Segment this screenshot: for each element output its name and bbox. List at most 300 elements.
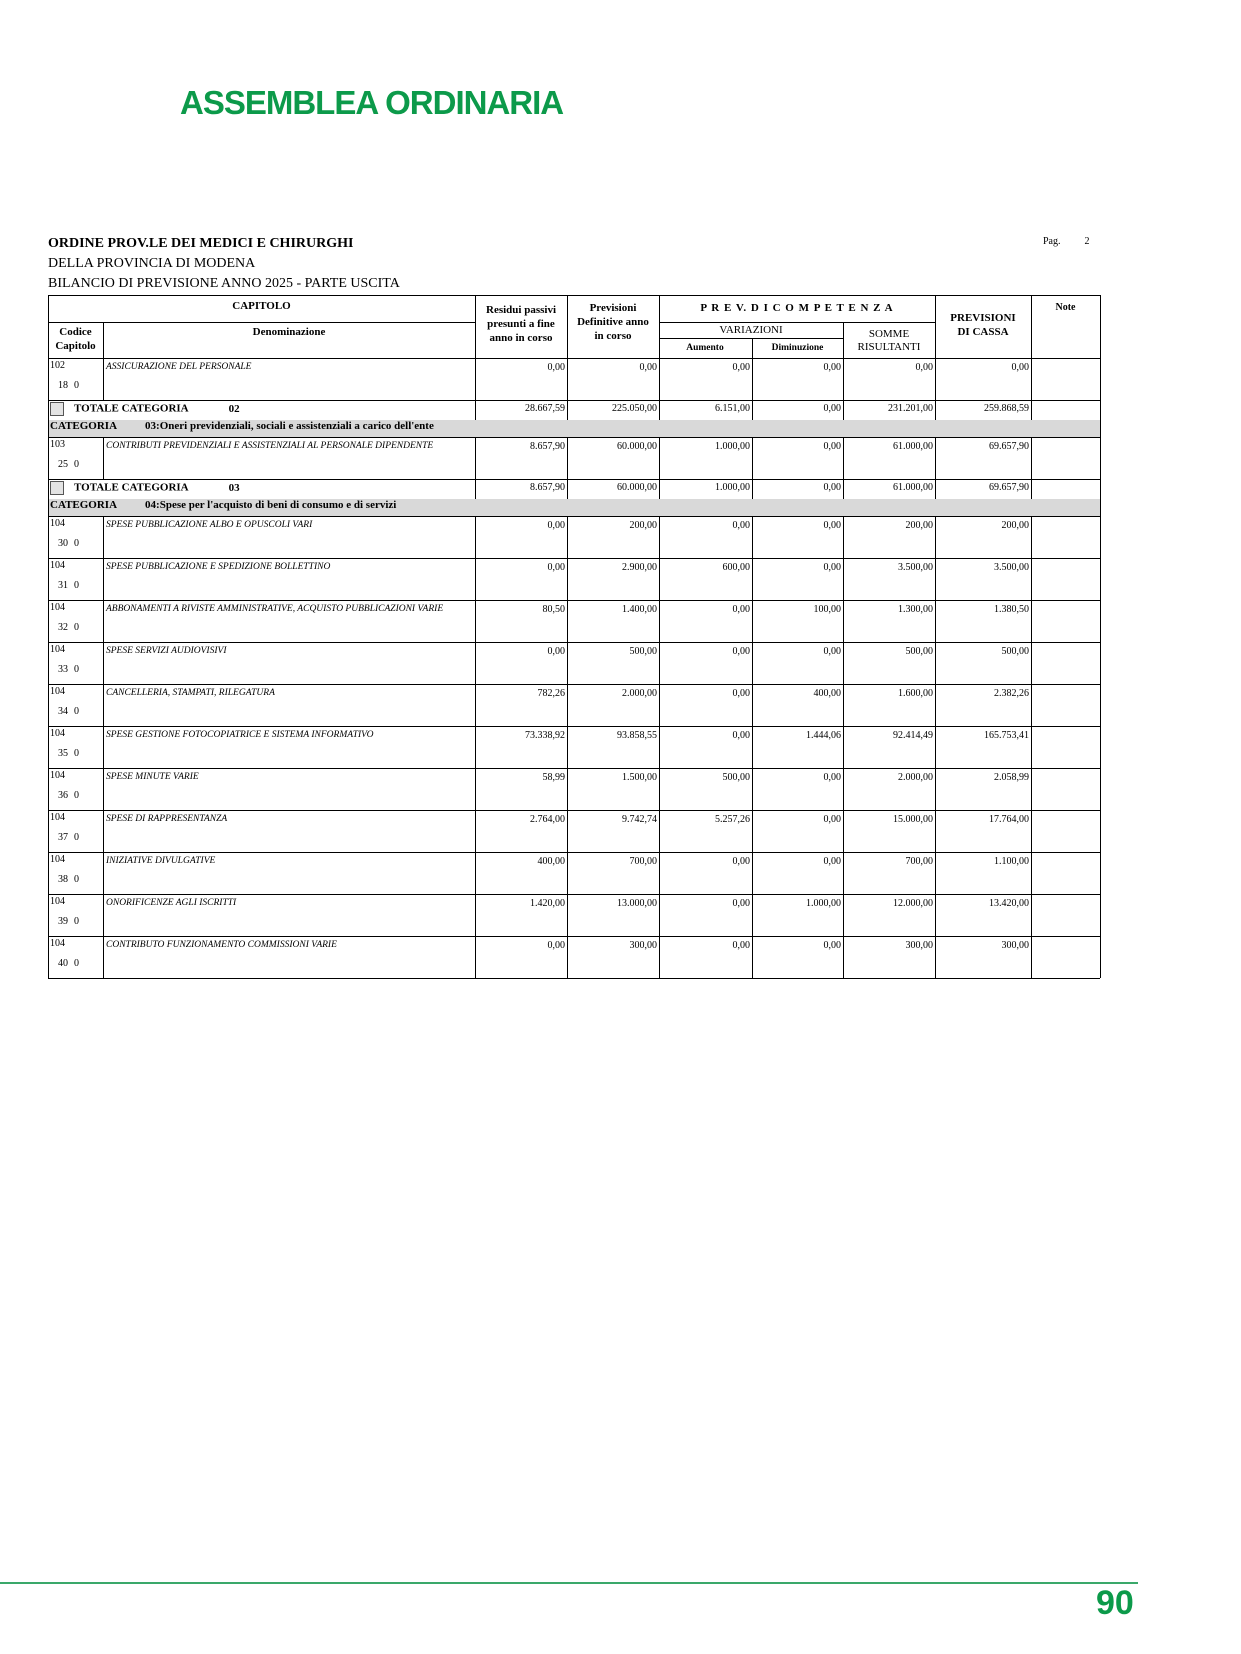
table-rule [567,558,568,600]
capitolo-name: SPESE GESTIONE FOTOCOPIATRICE E SISTEMA INFORMATIVO [106,730,374,740]
amount-aum: 0,00 [732,688,750,699]
table-rule [659,358,660,400]
table-rule [48,479,1100,480]
capitolo-sub: 0 [74,874,79,885]
capitolo-name: ABBONAMENTI A RIVISTE AMMINISTRATIVE, ACQUISTO PUBBLICAZIONI VARIE [106,604,444,614]
table-rule [48,600,49,642]
table-rule [48,437,49,479]
table-rule [567,295,568,358]
table-rule [475,894,476,936]
table-rule [843,936,844,978]
amount-prev: 2.000,00 [622,688,657,699]
table-rule [48,400,1100,401]
amount-prev: 0,00 [639,362,657,373]
amount-aum: 0,00 [732,730,750,741]
table-rule [843,322,844,358]
table-rule [48,358,1100,359]
capitolo-code: 104 [50,812,65,823]
table-rule [1100,852,1101,894]
table-rule [1100,499,1101,516]
table-rule [48,420,49,437]
table-rule [1031,400,1032,420]
table-rule [752,852,753,894]
table-rule [752,358,753,400]
capitolo-sub: 0 [74,380,79,391]
table-rule [48,600,1100,601]
table-rule [843,810,844,852]
amount-prev: 200,00 [629,520,657,531]
amount-somme: 1.300,00 [898,604,933,615]
table-rule [1031,295,1032,358]
table-rule [1100,358,1101,400]
amount-aum: 0,00 [732,646,750,657]
table-rule [752,558,753,600]
table-rule [1031,437,1032,479]
amount-prev: 1.500,00 [622,772,657,783]
amount-dim: 100,00 [813,604,841,615]
table-rule [659,600,660,642]
table-rule [567,642,568,684]
capitolo-sub: 0 [74,664,79,675]
table-rule [1100,894,1101,936]
table-rule [659,437,660,479]
table-rule [567,516,568,558]
table-rule [475,600,476,642]
table-rule [843,358,844,400]
table-rule [475,726,476,768]
table-rule [659,894,660,936]
table-rule [935,516,936,558]
table-rule [48,810,1100,811]
amount-dim: 0,00 [823,856,841,867]
capitolo-sub: 0 [74,459,79,470]
table-rule [48,936,49,978]
total-category-number: 03 [228,481,240,494]
category-header [48,499,1100,516]
amount-dim: 0,00 [823,772,841,783]
table-rule [752,810,753,852]
category-separator: : [156,420,160,432]
amount-dim: 1.444,06 [806,730,841,741]
table-rule [659,852,660,894]
amount-prev: 9.742,74 [622,814,657,825]
amount-dim: 400,00 [813,688,841,699]
table-rule [475,642,476,684]
capitolo-code: 103 [50,439,65,450]
table-rule [475,358,476,400]
total-prev: 225.050,00 [612,403,657,414]
amount-somme: 61.000,00 [893,441,933,452]
capitolo-name: CONTRIBUTI PREVIDENZIALI E ASSISTENZIALI AL PERSONALE DIPENDENTE [106,441,434,451]
table-rule [659,684,660,726]
table-rule [1100,600,1101,642]
table-rule [103,600,104,642]
total-residui: 8.657,90 [530,482,565,493]
table-rule [752,684,753,726]
total-somme: 231.201,00 [888,403,933,414]
table-rule [843,852,844,894]
table-rule [103,810,104,852]
table-rule [567,852,568,894]
total-aum: 6.151,00 [715,403,750,414]
amount-cassa: 300,00 [1001,940,1029,951]
amount-somme: 300,00 [905,940,933,951]
amount-dim: 0,00 [823,562,841,573]
table-rule [1031,558,1032,600]
amount-cassa: 17.764,00 [989,814,1029,825]
table-rule [1100,295,1101,358]
table-rule [843,894,844,936]
table-rule [752,400,753,420]
table-rule [1100,684,1101,726]
table-rule [103,684,104,726]
page-label: Pag. [1043,236,1061,247]
total-aum: 1.000,00 [715,482,750,493]
amount-dim: 0,00 [823,441,841,452]
table-rule [475,437,476,479]
table-rule [103,852,104,894]
total-residui: 28.667,59 [525,403,565,414]
footer-divider [0,1582,1138,1584]
table-rule [103,768,104,810]
capitolo-name: SPESE PUBBLICAZIONE ALBO E OPUSCOLI VARI [106,520,313,530]
total-label: TOTALE CATEGORIA [74,481,189,494]
capitolo-code: 104 [50,896,65,907]
capitolo-code: 104 [50,938,65,949]
org-name: ORDINE PROV.LE DEI MEDICI E CHIRURGHI [48,236,354,251]
total-checkbox [50,402,64,416]
table-rule [752,936,753,978]
amount-somme: 0,00 [915,362,933,373]
table-rule [935,894,936,936]
table-rule [659,338,843,339]
amount-residui: 0,00 [547,646,565,657]
table-rule [1100,420,1101,437]
amount-aum: 0,00 [732,604,750,615]
capitolo-sub: 0 [74,832,79,843]
table-rule [659,516,660,558]
table-rule [1100,516,1101,558]
capitolo-code: 104 [50,602,65,613]
capitolo-number: 40 [58,958,68,969]
table-rule [48,726,1100,727]
table-rule [843,437,844,479]
table-rule [567,894,568,936]
table-rule [103,437,104,479]
page-number: 90 [1096,1584,1134,1622]
category-number: 04 [145,499,157,511]
table-rule [752,338,753,358]
table-rule [103,894,104,936]
table-rule [48,894,1100,895]
total-prev: 60.000,00 [617,482,657,493]
amount-somme: 2.000,00 [898,772,933,783]
header-diminuzione: Diminuzione [771,343,824,353]
table-rule [48,558,49,600]
table-rule [475,479,476,499]
table-rule [659,810,660,852]
table-rule [1031,936,1032,978]
amount-dim: 0,00 [823,646,841,657]
table-rule [659,642,660,684]
amount-aum: 500,00 [722,772,750,783]
header-capitolo: CAPITOLO [232,300,291,312]
table-rule [1031,852,1032,894]
header-previsioni-definitive: Previsioni Definitive anno in corso [577,302,649,342]
table-rule [48,684,1100,685]
amount-dim: 0,00 [823,814,841,825]
table-rule [935,642,936,684]
table-rule [752,642,753,684]
table-rule [475,558,476,600]
table-rule [1100,642,1101,684]
capitolo-number: 38 [58,874,68,885]
table-rule [935,810,936,852]
table-rule [1100,437,1101,479]
table-rule [48,437,1100,438]
capitolo-code: 104 [50,686,65,697]
table-rule [659,726,660,768]
amount-aum: 5.257,26 [715,814,750,825]
table-rule [1100,479,1101,499]
amount-prev: 2.900,00 [622,562,657,573]
capitolo-number: 31 [58,580,68,591]
table-rule [103,558,104,600]
capitolo-code: 102 [50,360,65,371]
amount-cassa: 200,00 [1001,520,1029,531]
total-cassa: 69.657,90 [989,482,1029,493]
table-rule [1031,768,1032,810]
capitolo-code: 104 [50,854,65,865]
capitolo-sub: 0 [74,916,79,927]
table-rule [475,768,476,810]
category-total [50,481,430,497]
amount-residui: 0,00 [547,562,565,573]
amount-aum: 0,00 [732,856,750,867]
province-name: DELLA PROVINCIA DI MODENA [48,256,256,271]
table-rule [752,894,753,936]
table-rule [843,726,844,768]
capitolo-sub: 0 [74,580,79,591]
amount-residui: 0,00 [547,940,565,951]
amount-residui: 80,50 [542,604,565,615]
capitolo-name: ONORIFICENZE AGLI ISCRITTI [106,898,237,908]
table-rule [475,852,476,894]
category-total [50,402,430,418]
amount-residui: 1.420,00 [530,898,565,909]
capitolo-sub: 0 [74,706,79,717]
amount-cassa: 13.420,00 [989,898,1029,909]
table-rule [475,936,476,978]
category-number: 03 [145,420,157,432]
amount-prev: 500,00 [629,646,657,657]
capitolo-number: 32 [58,622,68,633]
capitolo-name: SPESE PUBBLICAZIONE E SPEDIZIONE BOLLETTINO [106,562,331,572]
table-rule [935,768,936,810]
table-rule [935,295,936,358]
table-rule [567,684,568,726]
amount-residui: 2.764,00 [530,814,565,825]
amount-cassa: 0,00 [1011,362,1029,373]
capitolo-code: 104 [50,560,65,571]
table-rule [1031,684,1032,726]
table-rule [935,400,936,420]
table-rule [48,768,1100,769]
amount-dim: 1.000,00 [806,898,841,909]
header-prev-competenza: P R E V. D I C O M P E T E N Z A [700,302,894,314]
total-checkbox [50,481,64,495]
table-rule [48,499,49,516]
table-rule [567,810,568,852]
amount-aum: 0,00 [732,940,750,951]
amount-somme: 3.500,00 [898,562,933,573]
table-rule [103,322,104,358]
table-rule [843,400,844,420]
table-rule [567,358,568,400]
page-no: 2 [1084,236,1090,247]
table-rule [48,358,49,400]
header-aumento: Aumento [686,343,724,353]
page-indicator [1043,236,1090,247]
amount-dim: 0,00 [823,520,841,531]
capitolo-name: SPESE SERVIZI AUDIOVISIVI [106,646,227,656]
amount-aum: 600,00 [722,562,750,573]
table-rule [1100,726,1101,768]
table-rule [935,684,936,726]
amount-cassa: 2.058,99 [994,772,1029,783]
table-rule [843,600,844,642]
table-rule [843,516,844,558]
table-rule [48,516,49,558]
amount-somme: 12.000,00 [893,898,933,909]
table-rule [1031,810,1032,852]
table-rule [48,894,49,936]
header-variazioni: VARIAZIONI [719,324,783,336]
table-rule [48,400,49,420]
amount-somme: 700,00 [905,856,933,867]
table-rule [48,852,49,894]
amount-residui: 8.657,90 [530,441,565,452]
capitolo-number: 30 [58,538,68,549]
capitolo-code: 104 [50,518,65,529]
amount-prev: 1.400,00 [622,604,657,615]
amount-prev: 13.000,00 [617,898,657,909]
capitolo-name: CANCELLERIA, STAMPATI, RILEGATURA [106,688,275,698]
capitolo-number: 39 [58,916,68,927]
amount-cassa: 69.657,90 [989,441,1029,452]
table-rule [475,810,476,852]
total-label: TOTALE CATEGORIA [74,402,189,415]
table-rule [48,295,49,358]
table-rule [475,400,476,420]
table-rule [475,684,476,726]
amount-somme: 92.414,49 [893,730,933,741]
amount-cassa: 2.382,26 [994,688,1029,699]
table-rule [935,726,936,768]
table-rule [752,479,753,499]
table-rule [48,936,1100,937]
table-rule [752,768,753,810]
category-label: CATEGORIA [50,499,118,511]
table-rule [48,479,49,499]
table-rule [48,978,1100,979]
table-rule [659,558,660,600]
table-rule [567,600,568,642]
table-rule [48,810,49,852]
amount-residui: 782,26 [537,688,565,699]
category-label: CATEGORIA [50,420,118,432]
table-rule [103,936,104,978]
table-rule [1100,400,1101,420]
amount-aum: 1.000,00 [715,441,750,452]
amount-cassa: 1.380,50 [994,604,1029,615]
amount-somme: 1.600,00 [898,688,933,699]
table-rule [935,600,936,642]
total-cassa: 259.868,59 [984,403,1029,414]
amount-aum: 0,00 [732,362,750,373]
capitolo-code: 104 [50,728,65,739]
table-rule [1031,479,1032,499]
amount-prev: 700,00 [629,856,657,867]
table-rule [103,358,104,400]
table-rule [103,642,104,684]
amount-dim: 0,00 [823,362,841,373]
capitolo-number: 25 [58,459,68,470]
table-rule [475,295,476,358]
table-rule [843,558,844,600]
amount-cassa: 3.500,00 [994,562,1029,573]
table-rule [1031,894,1032,936]
table-rule [752,516,753,558]
capitolo-name: SPESE MINUTE VARIE [106,772,199,782]
table-rule [843,479,844,499]
table-rule [567,437,568,479]
table-rule [935,358,936,400]
table-rule [752,600,753,642]
table-rule [475,516,476,558]
amount-cassa: 165.753,41 [984,730,1029,741]
table-rule [48,642,49,684]
table-rule [752,726,753,768]
table-rule [659,322,935,323]
amount-prev: 93.858,55 [617,730,657,741]
table-rule [48,322,475,323]
category-name: Oneri previdenziali, sociali e assistenziali a carico dell'ente [159,420,434,432]
table-rule [1100,768,1101,810]
table-rule [659,479,660,499]
capitolo-name: SPESE DI RAPPRESENTANZA [106,814,228,824]
amount-residui: 400,00 [537,856,565,867]
table-rule [935,437,936,479]
capitolo-code: 104 [50,644,65,655]
total-category-number: 02 [228,402,240,415]
capitolo-number: 34 [58,706,68,717]
capitolo-name: ASSICURAZIONE DEL PERSONALE [106,362,252,372]
capitolo-sub: 0 [74,538,79,549]
header-residui: Residui passivi presunti a fine anno in corso [486,304,556,344]
total-dim: 0,00 [823,482,841,493]
table-rule [659,768,660,810]
table-rule [1100,936,1101,978]
table-rule [1031,642,1032,684]
amount-somme: 200,00 [905,520,933,531]
table-rule [1031,600,1032,642]
amount-aum: 0,00 [732,898,750,909]
table-rule [48,852,1100,853]
capitolo-number: 18 [58,380,68,391]
category-name: Spese per l'acquisto di beni di consumo e di servizi [159,499,397,511]
capitolo-number: 35 [58,748,68,759]
